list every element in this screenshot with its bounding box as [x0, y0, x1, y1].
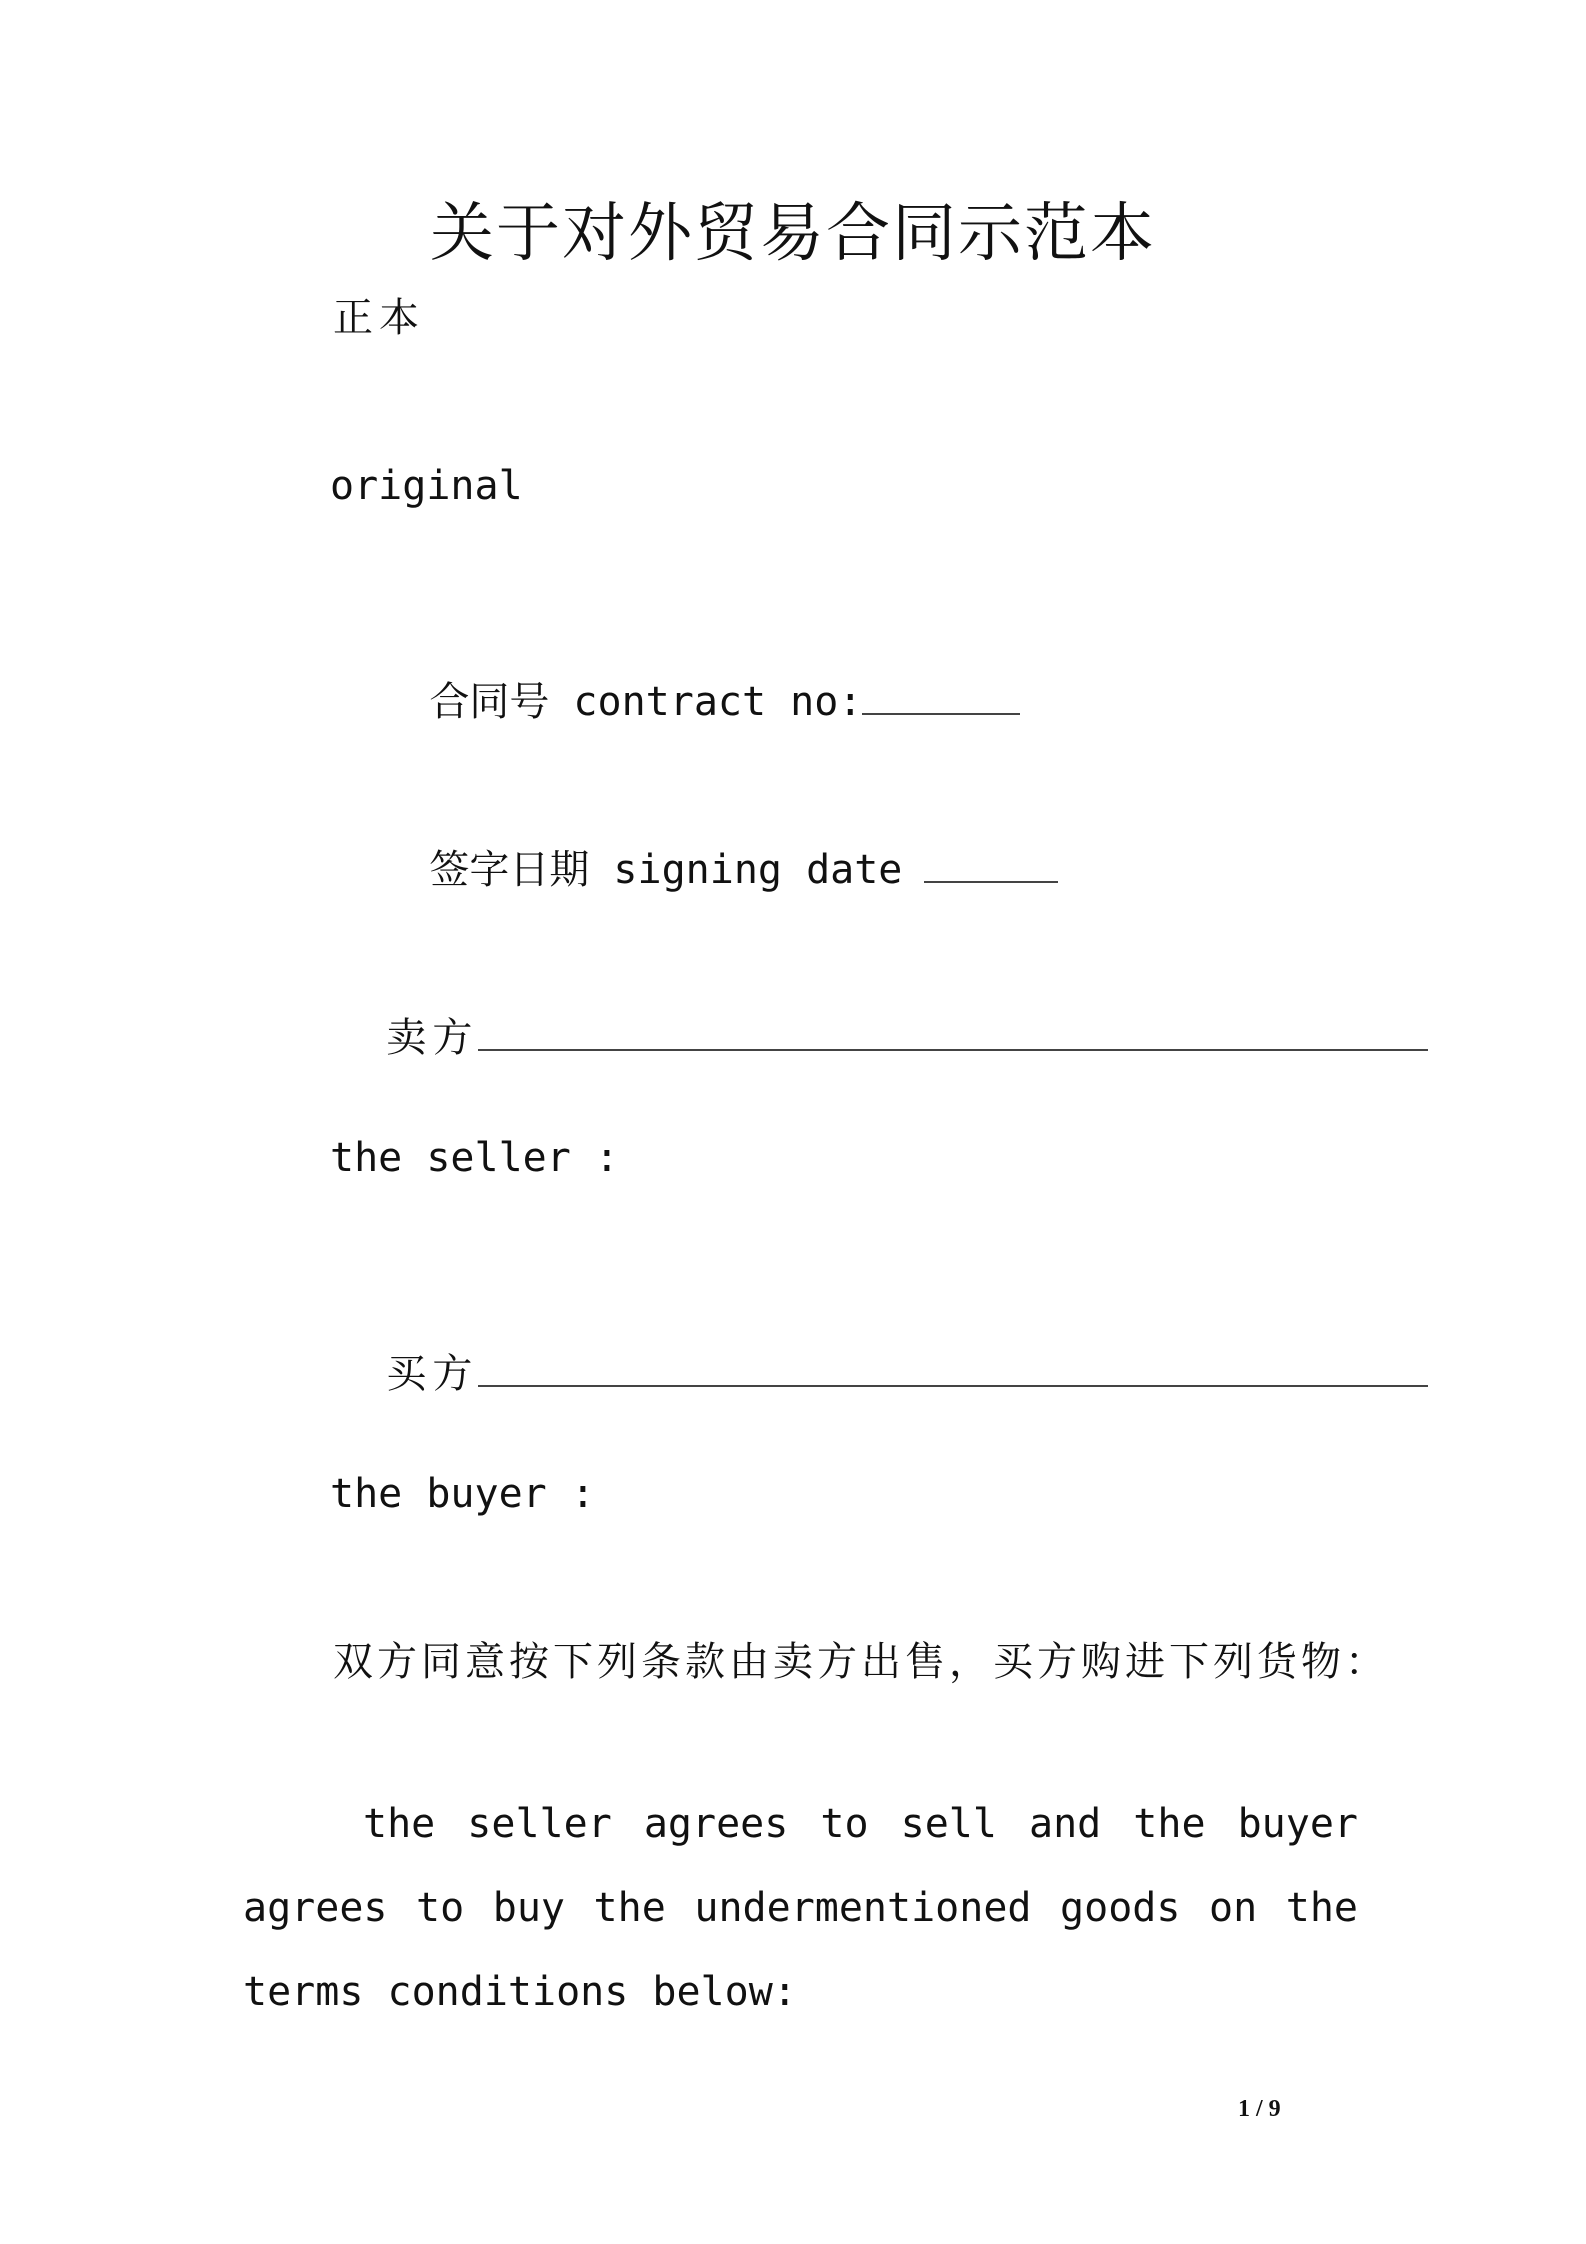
seller-blank	[478, 1015, 1428, 1051]
seller-cn-label: 卖方	[386, 1015, 479, 1061]
signing-date-field	[333, 798, 1058, 942]
original-label-cn: 正本	[333, 295, 425, 341]
original-label-en: original	[330, 463, 523, 509]
contract-no-blank	[862, 679, 1020, 715]
agreement-cn: 双方同意按下列条款由卖方出售，买方购进下列货物：	[333, 1639, 1389, 1685]
agreement-en: the seller agrees to sell and the buyer agrees to buy the undermentioned goods on the terms conditions below:	[243, 1801, 1358, 2015]
seller-en-label: the seller :	[330, 1135, 619, 1181]
buyer-cn-label: 买方	[386, 1351, 479, 1397]
buyer-cn-field	[290, 1302, 1428, 1446]
seller-cn-field	[290, 966, 1428, 1110]
buyer-en-label: the buyer :	[330, 1471, 595, 1517]
document-title: 关于对外贸易合同示范本	[430, 197, 1156, 271]
contract-no-field	[333, 630, 1020, 774]
buyer-blank	[478, 1351, 1428, 1387]
page-number: 1 / 9	[1238, 2096, 1281, 2122]
contract-no-label: 合同号 contract no:	[429, 679, 863, 725]
signing-date-blank	[924, 847, 1058, 883]
signing-date-label: 签字日期 signing date	[429, 847, 903, 893]
